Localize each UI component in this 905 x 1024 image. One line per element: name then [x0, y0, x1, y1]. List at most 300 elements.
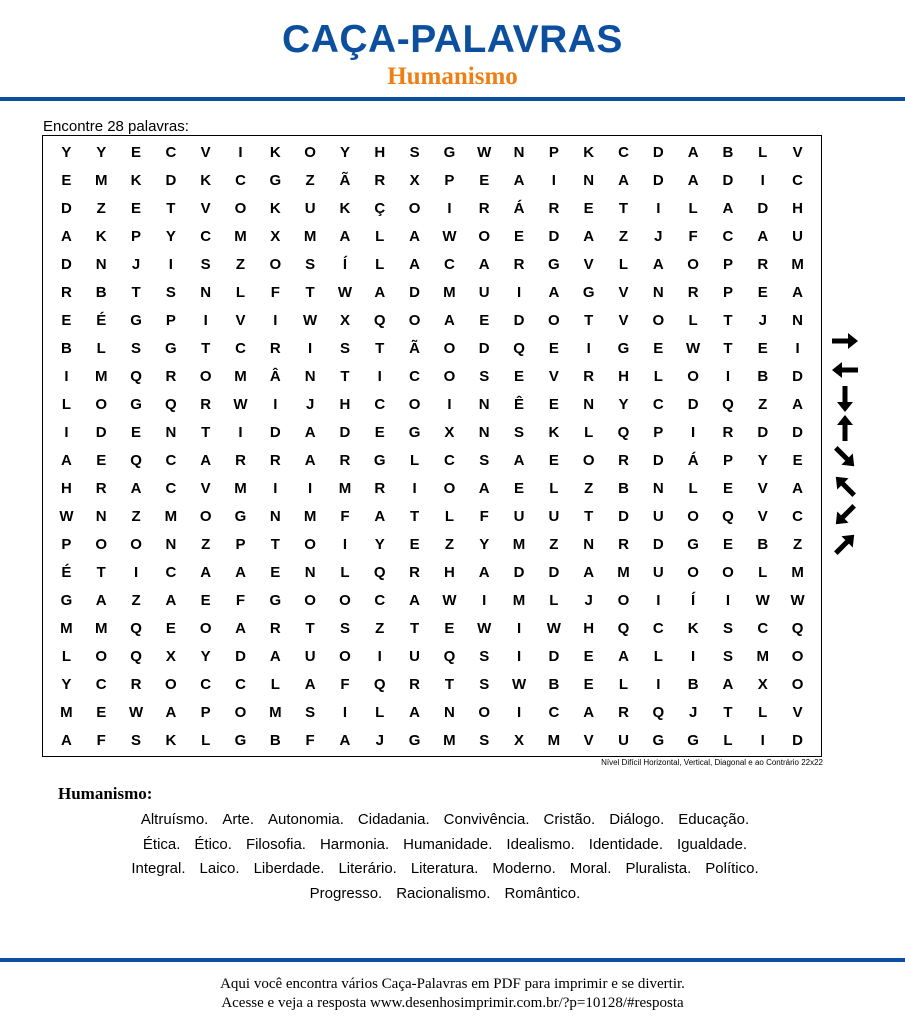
grid-letter: D: [95, 423, 107, 441]
word-list-title: Humanismo:: [58, 784, 153, 803]
grid-letter: F: [235, 591, 246, 609]
grid-letter: G: [408, 731, 421, 749]
grid-letter: Y: [200, 647, 211, 665]
grid-letter: Z: [444, 535, 454, 553]
grid-letter: E: [131, 199, 142, 217]
grid-letter: I: [412, 479, 417, 497]
grid-letter: Q: [652, 703, 665, 721]
grid-letter: D: [60, 255, 72, 273]
grid-letter: U: [478, 283, 490, 301]
grid-letter: I: [342, 535, 348, 553]
grid-letter: B: [757, 367, 769, 385]
grid-letter: O: [791, 675, 804, 693]
grid-letter: I: [725, 591, 731, 609]
grid-letter: O: [199, 619, 212, 637]
grid-letter: P: [548, 143, 559, 161]
grid-letter: Y: [61, 675, 72, 693]
grid-letter: Ã: [409, 339, 420, 357]
footer-line-2: Acesse e veja a resposta www.desenhosimprimir.com.br/?p=10128/#resposta: [221, 995, 684, 1011]
word-item: Integral.: [131, 860, 186, 877]
grid-letter: D: [548, 647, 560, 665]
grid-letter: M: [791, 255, 804, 273]
grid-letter: L: [201, 731, 211, 749]
grid-letter: S: [514, 423, 525, 441]
grid-letter: Z: [792, 535, 803, 553]
grid-letter: T: [723, 311, 733, 329]
grid-letter: V: [548, 367, 559, 385]
grid-letter: H: [792, 199, 803, 217]
grid-letter: O: [617, 591, 630, 609]
grid-letter: T: [618, 199, 629, 217]
grid-letter: R: [757, 255, 769, 273]
word-item: Idealismo.: [506, 835, 575, 853]
arrow-down-left-icon: [828, 500, 862, 529]
instruction-text: Encontre 28 palavras:: [43, 118, 189, 135]
grid-letter: Z: [305, 171, 315, 189]
grid-letter: Á: [513, 199, 525, 217]
grid-letter: D: [652, 143, 664, 161]
grid-letter: G: [582, 283, 595, 301]
grid-letter: E: [722, 535, 733, 553]
grid-letter: G: [130, 311, 142, 329]
grid-letter: A: [374, 507, 386, 525]
grid-letter: P: [235, 535, 246, 553]
grid-letter: I: [656, 591, 661, 609]
grid-letter: A: [478, 255, 490, 273]
grid-letter: V: [792, 703, 803, 721]
grid-letter: C: [618, 143, 629, 161]
grid-letter: X: [409, 171, 420, 189]
grid-letter: F: [96, 731, 106, 749]
grid-letter: O: [687, 563, 699, 581]
grid-letter: R: [583, 367, 595, 385]
grid-letter: L: [688, 199, 698, 217]
grid-letter: S: [200, 255, 211, 273]
grid-letter: Q: [443, 647, 456, 665]
grid-letter: L: [688, 311, 698, 329]
grid-letter: R: [200, 395, 212, 413]
grid-letter: W: [477, 143, 492, 161]
grid-letter: D: [618, 507, 629, 525]
grid-letter: V: [792, 143, 803, 161]
word-item: Convivência.: [443, 811, 530, 828]
grid-letter: N: [478, 423, 490, 441]
grid-letter: C: [443, 255, 455, 273]
grid-letter: G: [373, 451, 386, 469]
grid-letter: K: [583, 143, 595, 161]
grid-letter: A: [618, 647, 629, 665]
grid-letter: V: [757, 507, 768, 525]
grid-letter: O: [478, 703, 491, 721]
grid-letter: P: [165, 311, 176, 329]
grid-letter: W: [233, 395, 248, 413]
grid-letter: Y: [757, 451, 768, 469]
grid-letter: O: [304, 143, 316, 161]
grid-letter: J: [305, 395, 315, 413]
grid-letter: I: [377, 647, 382, 665]
grid-letter: O: [199, 367, 212, 385]
grid-letter: L: [688, 479, 698, 497]
grid-letter: J: [131, 255, 141, 273]
grid-letter: M: [269, 703, 282, 721]
grid-letter: Í: [691, 591, 696, 609]
word-item: Arte.: [222, 811, 255, 828]
grid-letter: D: [652, 535, 664, 553]
grid-letter: W: [59, 507, 74, 525]
grid-letter: É: [61, 563, 72, 581]
grid-letter: E: [514, 479, 525, 497]
grid-letter: E: [583, 647, 594, 665]
grid-letter: D: [235, 647, 246, 665]
grid-letter: I: [308, 339, 313, 357]
grid-letter: M: [547, 731, 561, 749]
grid-letter: Ç: [374, 199, 386, 217]
grid-letter: R: [95, 479, 107, 497]
grid-letter: X: [444, 423, 455, 441]
grid-letter: A: [757, 227, 769, 245]
word-item: Ética.: [142, 835, 181, 853]
grid-letter: A: [478, 563, 490, 581]
grid-letter: I: [516, 703, 522, 721]
grid-letter: E: [514, 367, 525, 385]
grid-letter: C: [235, 339, 246, 357]
grid-letter: C: [165, 479, 177, 497]
grid-letter: K: [548, 423, 560, 441]
word-item: Autonomia.: [268, 811, 344, 828]
grid-letter: U: [304, 199, 316, 217]
arrow-up-left-icon: [828, 471, 862, 500]
grid-letter: X: [339, 311, 350, 329]
word-list-line: [40, 833, 850, 858]
grid-letter: O: [269, 255, 282, 273]
grid-letter: S: [479, 647, 490, 665]
grid-letter: I: [586, 339, 591, 357]
word-item: Literário.: [338, 860, 397, 877]
grid-letter: Q: [130, 367, 142, 385]
grid-letter: M: [234, 479, 247, 497]
grid-letter: M: [303, 507, 317, 525]
grid-letter: T: [409, 507, 420, 525]
grid-letter: N: [95, 507, 107, 525]
grid-letter: N: [165, 535, 177, 553]
grid-letter: Q: [130, 647, 142, 665]
grid-letter: Y: [339, 143, 350, 161]
word-list-line: [40, 857, 850, 882]
word-item: Educação.: [678, 811, 750, 828]
grid-letter: A: [409, 227, 420, 245]
grid-letter: E: [444, 619, 455, 637]
grid-letter: J: [688, 703, 698, 721]
grid-letter: F: [479, 507, 489, 525]
grid-letter: A: [374, 283, 386, 301]
grid-letter: K: [339, 199, 351, 217]
grid-letter: N: [478, 395, 490, 413]
word-item: Diálogo.: [609, 811, 665, 828]
grid-letter: U: [548, 507, 560, 525]
grid-letter: R: [618, 451, 629, 469]
grid-letter: B: [60, 339, 72, 357]
grid-letter: R: [374, 479, 386, 497]
grid-letter: Q: [373, 311, 386, 329]
grid-letter: C: [757, 619, 769, 637]
grid-letter: S: [339, 339, 350, 357]
grid-letter: C: [95, 675, 107, 693]
grid-letter: W: [303, 311, 318, 329]
grid-letter: D: [269, 423, 281, 441]
grid-letter: K: [165, 731, 177, 749]
footer: [0, 975, 905, 1013]
grid-letter: L: [96, 339, 106, 357]
grid-letter: S: [479, 675, 490, 693]
grid-letter: L: [235, 283, 246, 301]
grid-letter: Q: [513, 339, 525, 357]
grid-letter: L: [444, 507, 454, 525]
grid-letter: H: [443, 563, 455, 581]
grid-letter: N: [652, 283, 664, 301]
grid-letter: I: [656, 199, 661, 217]
grid-letter: T: [270, 535, 280, 553]
grid-letter: C: [409, 367, 420, 385]
grid-letter: I: [238, 423, 243, 441]
grid-letter: H: [60, 479, 72, 497]
grid-letter: C: [200, 675, 212, 693]
grid-letter: C: [165, 563, 177, 581]
grid-letter: F: [305, 731, 315, 749]
grid-letter: I: [273, 395, 278, 413]
word-item: Moderno.: [492, 860, 556, 877]
word-item: Altruísmo.: [140, 811, 209, 828]
word-item: Filosofia.: [245, 835, 306, 853]
grid-letter: A: [652, 255, 664, 273]
grid-letter: U: [513, 507, 525, 525]
grid-letter: A: [548, 283, 560, 301]
grid-letter: M: [234, 227, 247, 245]
grid-letter: Q: [130, 619, 142, 637]
page-subtitle: Humanismo: [387, 63, 518, 90]
grid-letter: P: [722, 451, 733, 469]
grid-letter: S: [131, 339, 142, 357]
grid-letter: A: [792, 395, 803, 413]
grid-letter: M: [234, 367, 247, 385]
grid-letter: E: [200, 591, 211, 609]
grid-letter: V: [200, 143, 211, 161]
grid-letter: O: [443, 479, 456, 497]
grid-letter: R: [374, 171, 386, 189]
grid-letter: R: [409, 563, 420, 581]
grid-letter: E: [653, 339, 664, 357]
grid-letter: P: [722, 255, 733, 273]
grid-letter: B: [95, 283, 107, 301]
grid-letter: I: [342, 703, 348, 721]
grid-letter: E: [165, 619, 176, 637]
grid-letter: E: [96, 703, 107, 721]
grid-letter: Q: [791, 619, 804, 637]
grid-letter: E: [479, 171, 490, 189]
grid-letter: T: [409, 619, 420, 637]
page-title: CAÇA-PALAVRAS: [282, 18, 623, 61]
grid-letter: Z: [201, 535, 211, 553]
grid-letter: S: [722, 619, 733, 637]
grid-letter: Q: [722, 395, 734, 413]
grid-letter: N: [443, 703, 455, 721]
grid-letter: F: [270, 283, 280, 301]
grid-letter: K: [200, 171, 212, 189]
grid-letter: E: [548, 395, 559, 413]
grid-letter: L: [653, 367, 663, 385]
grid-letter: O: [95, 395, 108, 413]
grid-letter: C: [652, 395, 664, 413]
grid-letter: I: [447, 395, 452, 413]
word-item: Humanidade.: [403, 835, 493, 853]
grid-letter: R: [60, 283, 72, 301]
grid-letter: G: [687, 535, 699, 553]
grid-letter: D: [548, 563, 560, 581]
grid-letter: A: [165, 591, 177, 609]
grid-letter: Ã: [339, 171, 351, 189]
grid-letter: A: [60, 451, 72, 469]
grid-letter: F: [340, 675, 350, 693]
grid-letter: A: [339, 731, 351, 749]
grid-letter: A: [304, 675, 316, 693]
grid-letter: O: [687, 255, 699, 273]
grid-letter: T: [305, 283, 315, 301]
grid-letter: Y: [374, 535, 385, 553]
grid-letter: I: [691, 423, 696, 441]
grid-letter: D: [478, 339, 490, 357]
grid-letter: M: [94, 171, 108, 189]
grid-letter: S: [479, 451, 490, 469]
grid-letter: X: [757, 675, 768, 693]
grid-letter: R: [618, 535, 629, 553]
grid-letter: M: [443, 731, 456, 749]
grid-letter: P: [131, 227, 142, 245]
grid-letter: V: [200, 199, 211, 217]
grid-letter: V: [583, 255, 594, 273]
grid-letter: A: [792, 283, 803, 301]
grid-letter: I: [551, 171, 556, 189]
grid-letter: I: [203, 311, 208, 329]
grid-letter: M: [443, 283, 456, 301]
grid-letter: T: [375, 339, 385, 357]
grid-letter: M: [791, 563, 804, 581]
grid-letter: L: [549, 479, 559, 497]
grid-letter: W: [511, 675, 527, 693]
grid-letter: L: [549, 591, 559, 609]
word-item: Progresso.: [309, 884, 383, 902]
grid-letter: M: [94, 367, 108, 385]
grid-letter: N: [652, 479, 664, 497]
grid-letter: G: [548, 255, 560, 273]
grid-letter: A: [583, 227, 595, 245]
grid-letter: C: [235, 171, 246, 189]
footer-line-1: Aqui você encontra vários Caça-Palavras em PDF para imprimir e se divertir.: [220, 976, 685, 992]
grid-letter: M: [512, 591, 526, 609]
grid-letter: N: [304, 367, 316, 385]
grid-letter: M: [512, 535, 526, 553]
grid-letter: O: [130, 535, 142, 553]
arrow-up-right-icon: [828, 529, 862, 558]
grid-letter: C: [200, 227, 212, 245]
grid-letter: R: [513, 255, 525, 273]
grid-letter: V: [200, 479, 211, 497]
grid-letter: K: [95, 227, 107, 245]
grid-letter: P: [653, 423, 664, 441]
grid-letter: A: [687, 171, 699, 189]
grid-letter: E: [479, 311, 490, 329]
grid-letter: M: [303, 227, 317, 245]
grid-letter: S: [409, 143, 420, 161]
grid-letter: O: [652, 311, 665, 329]
word-item: Liberdade.: [253, 860, 325, 877]
grid-letter: I: [725, 367, 731, 385]
grid-letter: Y: [165, 227, 176, 245]
grid-letter: O: [165, 675, 177, 693]
grid-letter: D: [757, 423, 769, 441]
grid-letter: W: [442, 227, 457, 245]
grid-letter: X: [270, 227, 281, 245]
word-item: Harmonia.: [319, 835, 390, 853]
word-item: Cidadania.: [357, 811, 430, 828]
grid-letter: H: [583, 619, 595, 637]
grid-letter: O: [478, 227, 491, 245]
grid-letter: A: [235, 619, 246, 637]
grid-letter: S: [131, 731, 142, 749]
grid-letter: G: [165, 339, 177, 357]
grid-letter: N: [304, 563, 316, 581]
grid-letter: A: [304, 423, 316, 441]
grid-letter: U: [618, 731, 629, 749]
grid-letter: G: [652, 731, 665, 749]
grid-letter: O: [339, 591, 351, 609]
grid-letter: L: [340, 563, 350, 581]
grid-letter: L: [375, 227, 385, 245]
grid-letter: O: [408, 311, 421, 329]
grid-letter: S: [305, 703, 316, 721]
grid-letter: T: [201, 423, 211, 441]
grid-letter: C: [235, 675, 246, 693]
grid-letter: M: [94, 619, 108, 637]
grid-letter: O: [234, 703, 247, 721]
top-divider: [0, 97, 905, 101]
grid-letter: O: [443, 339, 456, 357]
grid-letter: W: [755, 591, 770, 609]
grid-letter: D: [513, 311, 525, 329]
grid-letter: Z: [131, 507, 141, 525]
grid-letter: E: [374, 423, 385, 441]
grid-letter: R: [269, 451, 281, 469]
grid-letter: E: [722, 479, 733, 497]
grid-letter: K: [269, 143, 281, 161]
grid-letter: T: [723, 339, 733, 357]
grid-letter: T: [96, 563, 106, 581]
grid-letter: B: [722, 143, 734, 161]
word-item: Racionalismo.: [396, 884, 491, 902]
grid-letter: W: [337, 283, 353, 301]
grid-letter: O: [339, 647, 351, 665]
grid-letter: D: [339, 423, 351, 441]
grid-letter: O: [687, 507, 699, 525]
grid-letter: Ê: [514, 395, 525, 413]
grid-letter: S: [479, 731, 490, 749]
grid-letter: G: [234, 731, 247, 749]
grid-letter: E: [583, 675, 594, 693]
grid-letter: A: [583, 703, 595, 721]
word-item: Literatura.: [410, 860, 479, 877]
grid-letter: R: [269, 619, 281, 637]
grid-letter: A: [722, 675, 734, 693]
grid-letter: N: [583, 535, 595, 553]
grid-letter: M: [164, 507, 178, 525]
